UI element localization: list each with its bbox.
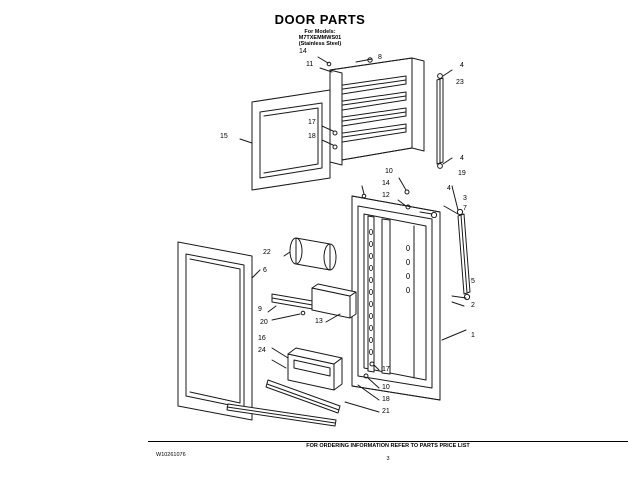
freezer-door-gasket <box>240 90 330 190</box>
callout-21: 21 <box>382 408 390 415</box>
callout-4-upper-right: 4 <box>460 62 464 69</box>
callout-19: 19 <box>458 170 466 177</box>
callout-24: 24 <box>258 347 266 354</box>
model-number: M7TXEMMWS01 <box>298 35 342 41</box>
callout-5: 5 <box>471 278 475 285</box>
footer-document-code: W10261076 <box>156 452 186 458</box>
footer-page-number: 3 <box>386 456 390 462</box>
callout-8: 8 <box>378 54 382 61</box>
refrigerator-door-panel <box>352 196 440 400</box>
callout-3: 3 <box>463 195 467 202</box>
refrigerator-door-gasket <box>178 242 260 420</box>
callout-7: 7 <box>463 205 467 212</box>
callout-4-mid-right: 4 <box>460 155 464 162</box>
callout-17-upper: 17 <box>308 119 316 126</box>
callout-6: 6 <box>263 267 267 274</box>
callout-10-lower: 10 <box>382 384 390 391</box>
footer-note: FOR ORDERING INFORMATION REFER TO PARTS PRICE LIST <box>306 443 470 449</box>
callout-18-upper: 18 <box>308 133 316 140</box>
callout-4-right: 4 <box>447 185 451 192</box>
callout-20: 20 <box>260 319 268 326</box>
door-trim-strip-upper <box>437 70 452 168</box>
callout-18-lower: 18 <box>382 396 390 403</box>
callout-12: 12 <box>382 192 390 199</box>
door-shelf-bin <box>312 284 356 322</box>
handle-end-cap <box>284 238 336 270</box>
callout-9: 9 <box>258 306 262 313</box>
callout-23: 23 <box>456 79 464 86</box>
lower-door-bin <box>272 348 342 390</box>
for-models-label: For Models: <box>304 29 336 35</box>
callout-16: 16 <box>258 335 266 342</box>
callout-17-lower: 17 <box>382 366 390 373</box>
callout-10-upper: 10 <box>385 168 393 175</box>
callout-14-top: 14 <box>299 48 307 55</box>
callout-11: 11 <box>306 61 314 68</box>
callout-1: 1 <box>471 332 475 339</box>
footer-divider <box>148 441 628 442</box>
callout-15: 15 <box>220 133 228 140</box>
callout-13: 13 <box>315 318 323 325</box>
page-title: DOOR PARTS <box>274 12 366 27</box>
callout-22: 22 <box>263 249 271 256</box>
callout-14-mid: 14 <box>382 180 390 187</box>
callout-2: 2 <box>471 302 475 309</box>
finish-label: (Stainless Steel) <box>298 41 342 47</box>
